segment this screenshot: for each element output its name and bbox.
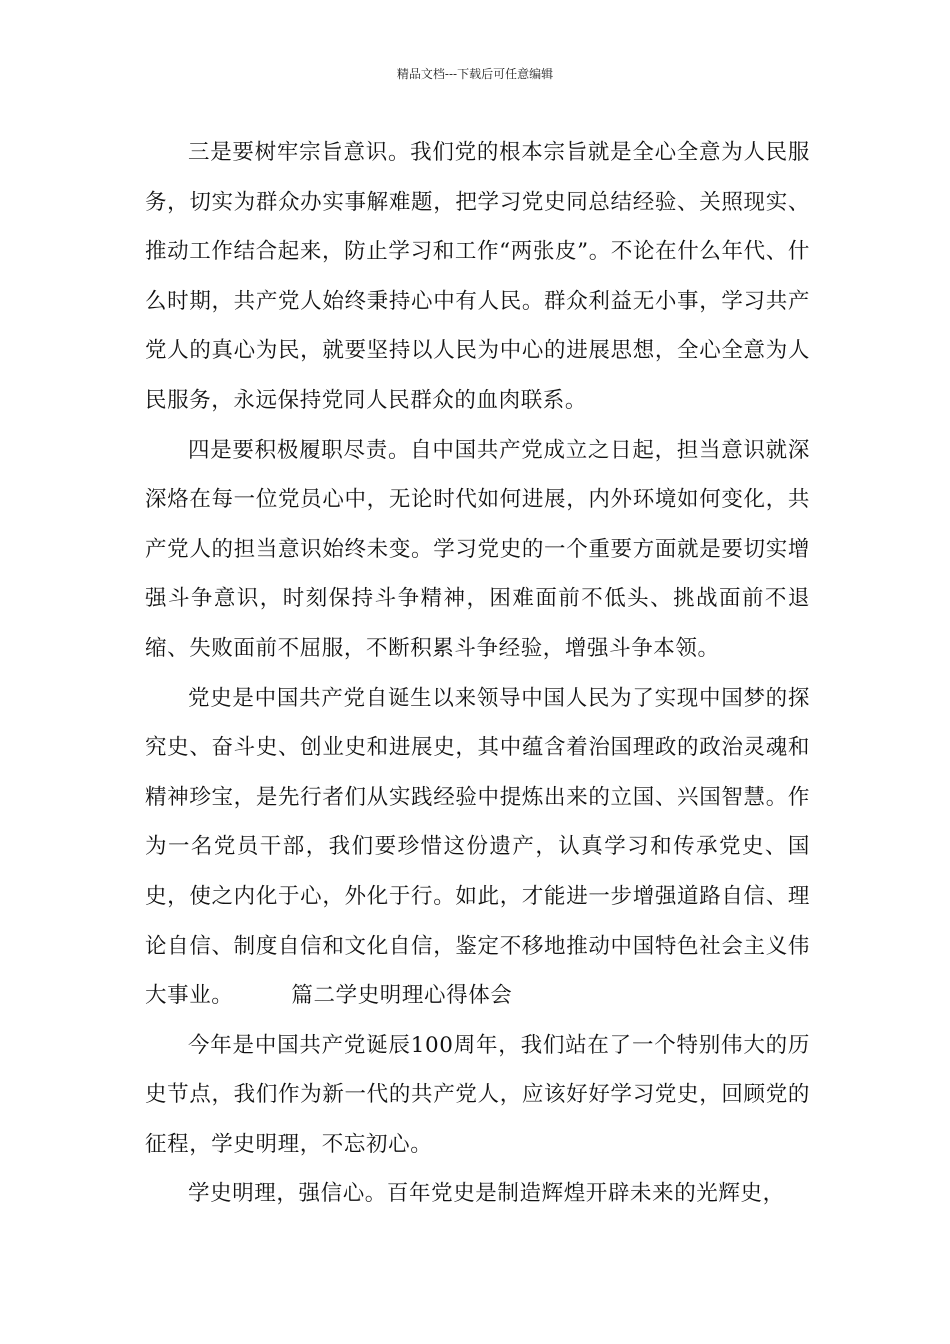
paragraph-4: 今年是中国共产党诞辰100周年，我们站在了一个特别伟大的历史节点，我们作为新一代的共产党人，应该好好学习党史，回顾党的征程，学史明理，不忘初心。 — [145, 1032, 810, 1157]
paragraph-2: 四是要积极履职尽责。自中国共产党成立之日起，担当意识就深深烙在每一位党员心中，无论时代如何进展，内外环境如何变化，共产党人的担当意识始终未变。学习党史的一个重要方面就是要切实增强斗争意识，时刻保持斗争精神，困难面前不低头、挑战面前不退缩、失败面前不屈服，不断积累斗争经验，增强斗争本领。 — [145, 437, 810, 661]
document-body — [145, 128, 810, 1219]
paragraph-5: 学史明理，强信心。百年党史是制造辉煌开辟未来的光辉史， — [188, 1181, 785, 1207]
paragraph-3-text: 党史是中国共产党自诞生以来领导中国人民为了实现中国梦的探究史、奋斗史、创业史和进展史，其中蕴含着治国理政的政治灵魂和精神珍宝，是先行者们从实践经验中提炼出来的立国、兴国智慧。作为一名党员干部，我们要珍惜这份遗产，认真学习和传承党史、国史，使之内化于心，外化于行。如此，才能进一步增强道路自信、理论自信、制度自信和文化自信，鉴定不移地推动中国特色社会主义伟大事业。 — [145, 685, 810, 1009]
section-heading: 篇二学史明理心得体会 — [291, 983, 513, 1009]
paragraph-1: 三是要树牢宗旨意识。我们党的根本宗旨就是全心全意为人民服务，切实为群众办实事解难题，把学习党史同总结经验、关照现实、推动工作结合起来，防止学习和工作“两张皮”。不论在什么年代、什么时期，共产党人始终秉持心中有人民。群众利益无小事，学习共产党人的真心为民，就要坚持以人民为中心的进展思想，全心全意为人民服务，永远保持党同人民群众的血肉联系。 — [145, 140, 810, 413]
paragraph-3 — [145, 674, 810, 1021]
page-header: 精品文档---下载后可任意编辑 — [396, 67, 554, 81]
